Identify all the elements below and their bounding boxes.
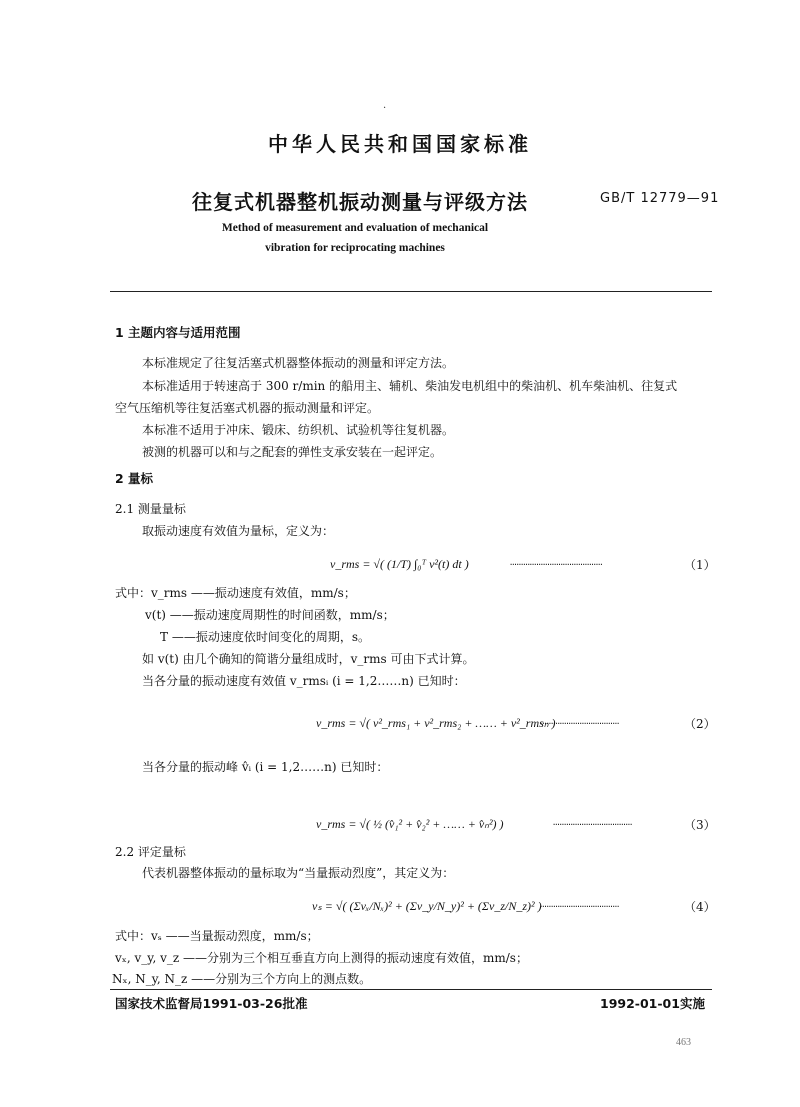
- section-2-1-text-4: 当各分量的振动峰 v̂ᵢ (i = 1,2……n) 已知时：: [142, 760, 389, 774]
- equation-4-number: （4）: [684, 900, 716, 914]
- header-rule: [110, 291, 712, 292]
- equation-2-leader: ………………………………: [540, 716, 620, 728]
- equation-1-leader: ……………………………………: [510, 557, 603, 569]
- section-1-paragraph-1: 本标准规定了往复活塞式机器整体振动的测量和评定方法。: [142, 356, 455, 370]
- implementation-date: 1992-01-01实施: [600, 996, 705, 1011]
- document-header: 中华人民共和国国家标准: [268, 132, 532, 156]
- approval-date: 国家技术监督局1991-03-26批准: [115, 996, 308, 1011]
- where-4-c: Nₓ, N_y, N_z ——分别为三个方向上的测点数。: [112, 972, 372, 986]
- equation-4-leader: ………………………………: [540, 899, 620, 911]
- section-1-paragraph-3: 本标准不适用于冲床、锻床、纺织机、试验机等往复机器。: [142, 423, 455, 437]
- where-1-c: T ——振动速度依时间变化的周期，s。: [160, 630, 370, 644]
- where-1-b: v(t) ——振动速度周期性的时间函数，mm/s；: [145, 608, 395, 622]
- standard-number: GB/T 12779—91: [600, 191, 720, 206]
- section-2-2-heading: 2.2 评定量标: [115, 845, 186, 859]
- footer-rule: [110, 989, 712, 990]
- section-1-paragraph-2-cont: 空气压缩机等往复活塞式机器的振动测量和评定。: [115, 401, 380, 415]
- equation-3-leader: ………………………………: [553, 817, 633, 829]
- equation-1: v_rms = √( (1/T) ∫₀ᵀ v²(t) dt ): [330, 557, 469, 571]
- section-2-heading: 2 量标: [115, 471, 154, 486]
- equation-1-number: （1）: [684, 558, 716, 572]
- section-2-1-text-2: 如 v(t) 由几个确知的简谐分量组成时，v_rms 可由下式计算。: [142, 652, 475, 666]
- page-number: 463: [676, 1037, 691, 1048]
- section-2-1-text: 取振动速度有效值为量标，定义为：: [142, 524, 335, 538]
- section-1-paragraph-4: 被测的机器可以和与之配套的弹性支承安装在一起评定。: [142, 445, 443, 459]
- scan-speck: .: [383, 100, 387, 111]
- where-4-b: vₓ, v_y, v_z ——分别为三个相互垂直方向上测得的振动速度有效值，mm/s；: [115, 951, 528, 965]
- equation-3: v_rms = √( ½ (v̂₁² + v̂₂² + …… + v̂ₙ²) ): [316, 817, 504, 831]
- section-1-heading: 1 主题内容与适用范围: [115, 325, 241, 340]
- section-2-1-text-3: 当各分量的振动速度有效值 v_rmsᵢ (i = 1,2……n) 已知时：: [142, 674, 466, 688]
- english-title-line-1: Method of measurement and evaluation of mechanical: [221, 222, 489, 234]
- section-2-1-heading: 2.1 测量量标: [115, 502, 186, 516]
- equation-2: v_rms = √( v²_rms₁ + v²_rms₂ + …… + v²_rmsₙ ): [316, 716, 556, 730]
- section-1-paragraph-2: 本标准适用于转速高于 300 r/min 的船用主、辅机、柴油发电机组中的柴油机、机车柴油机、往复式: [142, 379, 678, 393]
- where-1-a: 式中：v_rms ——振动速度有效值，mm/s；: [115, 586, 356, 600]
- equation-4: vₛ = √( (Σvₓ/Nₓ)² + (Σv_y/N_y)² + (Σv_z/N_z)² ): [312, 899, 542, 913]
- where-4-a: 式中：vₛ ——当量振动烈度，mm/s；: [115, 929, 319, 943]
- equation-3-number: （3）: [684, 818, 716, 832]
- equation-2-number: （2）: [684, 717, 716, 731]
- standard-title: 往复式机器整机振动测量与评级方法: [192, 190, 528, 214]
- section-2-2-text: 代表机器整体振动的量标取为“当量振动烈度”，其定义为：: [142, 866, 455, 880]
- english-title-line-2: vibration for reciprocating machines: [265, 242, 445, 254]
